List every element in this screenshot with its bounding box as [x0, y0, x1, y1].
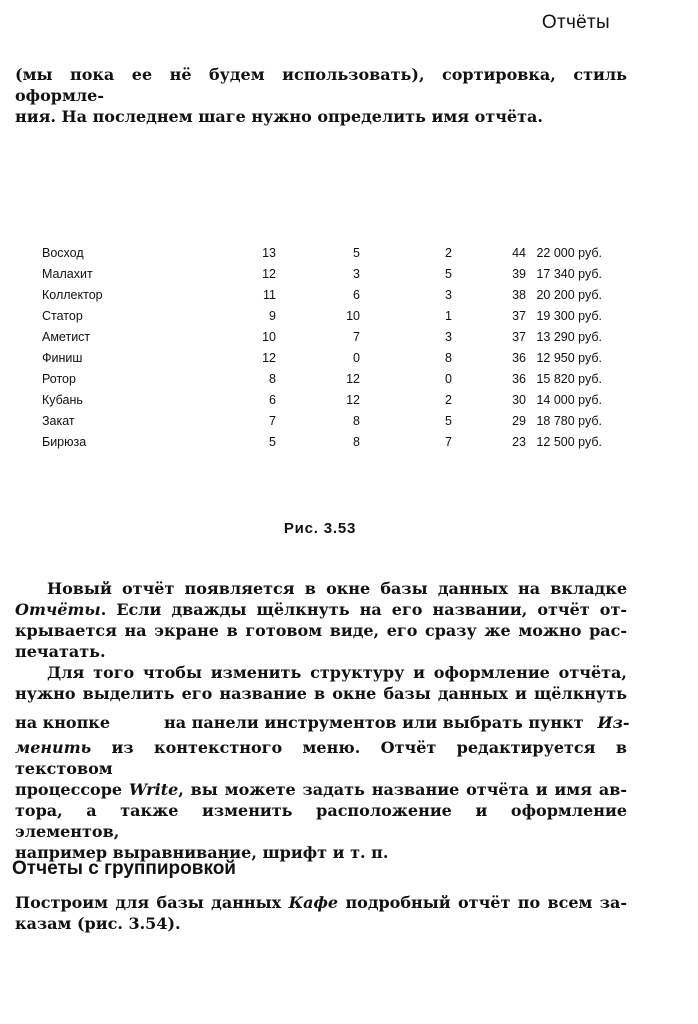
- cell-name: Малахит: [42, 267, 93, 281]
- section-title: Отчеты с группировкой: [12, 858, 236, 879]
- table-row: [42, 351, 602, 372]
- cell-c: 5: [445, 414, 452, 428]
- p1-line-2-rest: . Если дважды щёлкнуть на его названии, отчёт от-: [100, 600, 627, 619]
- table-row: [42, 267, 602, 288]
- cell-amount: 19 300 руб.: [536, 309, 602, 323]
- cell-d: 23: [512, 435, 526, 449]
- cafe-term: Кафе: [288, 893, 339, 912]
- cell-b: 10: [346, 309, 360, 323]
- p1-line-2: [15, 599, 627, 620]
- cell-a: 9: [269, 309, 276, 323]
- table-row: [42, 330, 602, 351]
- p2-line-1: Для того чтобы изменить структуру и оформление отчёта,: [47, 663, 627, 682]
- reports-tab-term: Отчёты: [15, 600, 101, 619]
- cell-d: 36: [512, 351, 526, 365]
- cell-d: 30: [512, 393, 526, 407]
- p2-line-3-b: на панели инструментов или выбрать пункт: [164, 713, 584, 732]
- cell-name: Закат: [42, 414, 75, 428]
- edit-menu-term: менить: [15, 738, 92, 757]
- cell-name: Финиш: [42, 351, 83, 365]
- figure-caption: Рис. 3.53: [283, 520, 357, 537]
- running-header: Отчёты: [541, 12, 610, 33]
- cell-a: 10: [262, 330, 276, 344]
- cell-amount: 13 290 руб.: [536, 330, 602, 344]
- p2-line-5: [15, 779, 627, 800]
- cell-name: Бирюза: [42, 435, 87, 449]
- table-row: [42, 435, 602, 456]
- p2-line-3-italic: Из-: [597, 713, 630, 732]
- cell-d: 44: [512, 246, 526, 260]
- p2-line-5-a: процессоре: [15, 780, 129, 799]
- p2-line-5-b: , вы можете задать название отчёта и имя ав-: [178, 780, 627, 799]
- cell-amount: 18 780 руб.: [536, 414, 602, 428]
- table-row: [42, 414, 602, 435]
- cell-d: 38: [512, 288, 526, 302]
- cell-b: 7: [353, 330, 360, 344]
- cell-c: 7: [445, 435, 452, 449]
- cell-amount: 17 340 руб.: [536, 267, 602, 281]
- p1-line-4: печатать.: [15, 642, 106, 661]
- cell-a: 13: [262, 246, 276, 260]
- table-row: [42, 393, 602, 414]
- cell-c: 2: [445, 246, 452, 260]
- cell-amount: 14 000 руб.: [536, 393, 602, 407]
- cell-a: 5: [269, 435, 276, 449]
- cell-amount: 12 950 руб.: [536, 351, 602, 365]
- paragraph-1: [15, 578, 627, 662]
- p2-line-6: тора, а также изменить расположение и оформление элементов,: [15, 801, 627, 841]
- intro-paragraph: [15, 64, 627, 127]
- p2-line-3: [15, 712, 630, 733]
- write-term: Write: [128, 780, 179, 799]
- cell-name: Статор: [42, 309, 83, 323]
- cell-b: 8: [353, 435, 360, 449]
- p2-line-3-a: на кнопке: [15, 713, 111, 732]
- section-line-1-b: подробный отчёт по всем за-: [338, 893, 627, 912]
- p2-line-4: [15, 737, 627, 779]
- cell-c: 3: [445, 288, 452, 302]
- cell-amount: 15 820 руб.: [536, 372, 602, 386]
- paragraph-2: [15, 662, 630, 863]
- table-row: [42, 309, 602, 330]
- cell-b: 0: [353, 351, 360, 365]
- cell-a: 12: [262, 351, 276, 365]
- cell-d: 39: [512, 267, 526, 281]
- cell-b: 12: [346, 393, 360, 407]
- cell-name: Ротор: [42, 372, 76, 386]
- cell-a: 8: [269, 372, 276, 386]
- report-table: [42, 246, 602, 456]
- cell-c: 3: [445, 330, 452, 344]
- cell-a: 12: [262, 267, 276, 281]
- cell-name: Восход: [42, 246, 84, 260]
- cell-a: 7: [269, 414, 276, 428]
- table-row: [42, 246, 602, 267]
- cell-b: 8: [353, 414, 360, 428]
- section-line-2: казам (рис. 3.54).: [15, 914, 181, 933]
- cell-b: 5: [353, 246, 360, 260]
- table-row: [42, 288, 602, 309]
- cell-c: 2: [445, 393, 452, 407]
- cell-c: 1: [445, 309, 452, 323]
- intro-line-1: (мы пока ее нё будем использовать), сортировка, стиль оформле-: [15, 65, 627, 105]
- cell-amount: 22 000 руб.: [536, 246, 602, 260]
- cell-d: 37: [512, 309, 526, 323]
- cell-amount: 12 500 руб.: [536, 435, 602, 449]
- section-line-1-a: Построим для базы данных: [15, 893, 289, 912]
- cell-amount: 20 200 руб.: [536, 288, 602, 302]
- p2-line-2: нужно выделить его название в окне базы данных и щёлкнуть: [15, 684, 627, 703]
- p2-line-4-rest: из контекстного меню. Отчёт редактируется в текстовом: [15, 738, 627, 778]
- cell-d: 29: [512, 414, 526, 428]
- table-row: [42, 372, 602, 393]
- cell-b: 12: [346, 372, 360, 386]
- section-line-1: [15, 892, 627, 913]
- cell-b: 3: [353, 267, 360, 281]
- cell-c: 8: [445, 351, 452, 365]
- cell-name: Кубань: [42, 393, 83, 407]
- p1-line-3: крывается на экране в готовом виде, его сразу же можно рас-: [15, 621, 627, 640]
- intro-line-2: ния. На последнем шаге нужно определить имя отчёта.: [15, 107, 543, 126]
- cell-d: 36: [512, 372, 526, 386]
- cell-b: 6: [353, 288, 360, 302]
- cell-name: Коллектор: [42, 288, 103, 302]
- p2-line-7: например выравнивание, шрифт и т. п.: [15, 843, 389, 862]
- cell-a: 11: [263, 288, 276, 302]
- cell-d: 37: [512, 330, 526, 344]
- cell-name: Аметист: [42, 330, 91, 344]
- p1-line-1: Новый отчёт появляется в окне базы данных на вкладке: [47, 579, 627, 598]
- cell-c: 0: [445, 372, 452, 386]
- cell-c: 5: [445, 267, 452, 281]
- cell-a: 6: [269, 393, 276, 407]
- section-paragraph: [15, 892, 627, 934]
